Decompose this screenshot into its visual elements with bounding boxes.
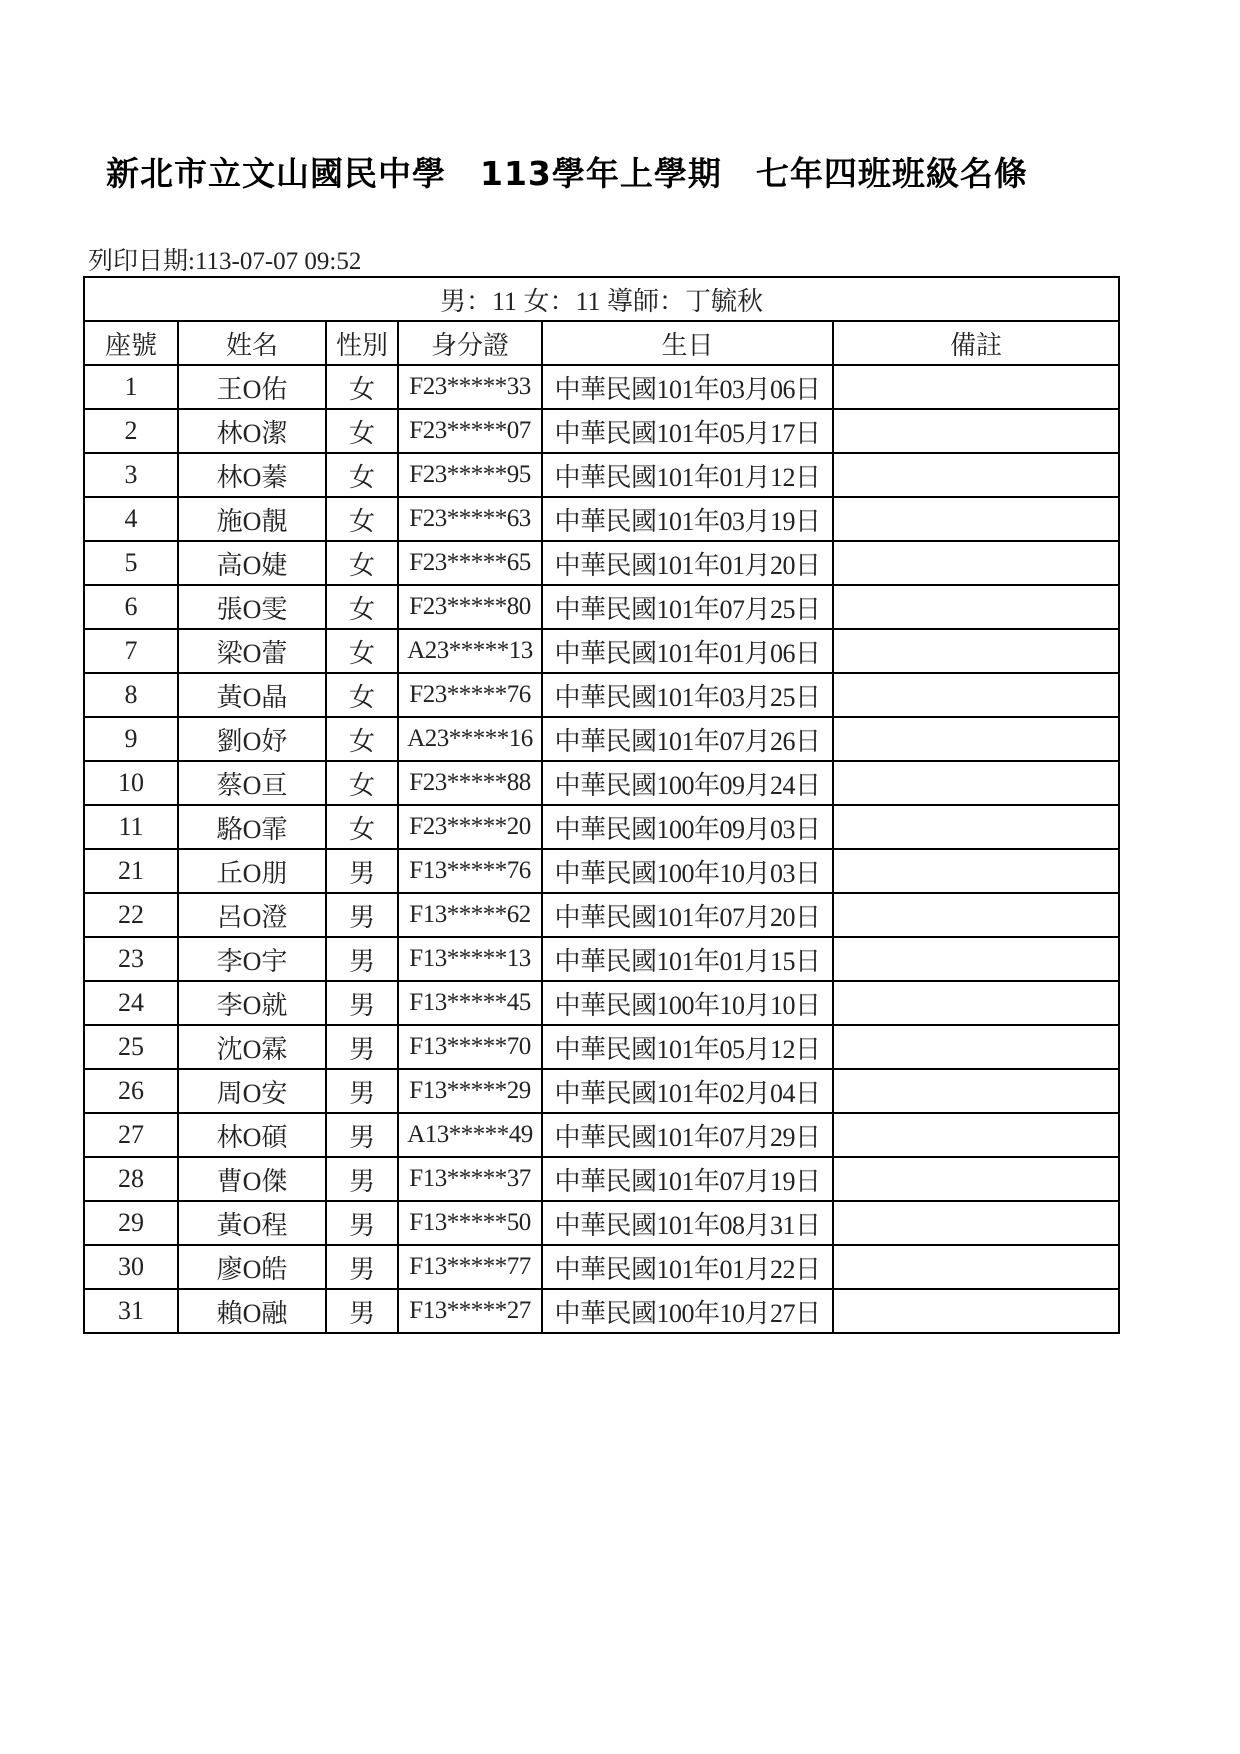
birthday-cell: 中華民國101年05月17日 [542,409,833,453]
name-cell: 黃O晶 [178,673,326,717]
print-date: 列印日期:113-07-07 09:52 [88,248,362,275]
seat-cell: 2 [84,409,178,453]
name-cell: 王O佑 [178,365,326,409]
table-row [84,585,1119,629]
note-cell [833,1245,1119,1289]
id-cell: F23*****76 [398,673,542,717]
sex-cell: 男 [326,1025,398,1069]
id-cell: A13*****49 [398,1113,542,1157]
name-cell: 張O雯 [178,585,326,629]
table-row [84,893,1119,937]
sex-cell: 男 [326,981,398,1025]
header-seat: 座號 [84,321,178,365]
id-cell: F23*****20 [398,805,542,849]
name-cell: 沈O霖 [178,1025,326,1069]
note-cell [833,365,1119,409]
id-cell: A23*****16 [398,717,542,761]
id-cell: F13*****45 [398,981,542,1025]
header-note: 備註 [833,321,1119,365]
id-cell: F23*****07 [398,409,542,453]
birthday-cell: 中華民國101年07月25日 [542,585,833,629]
name-cell: 林O碩 [178,1113,326,1157]
seat-cell: 9 [84,717,178,761]
name-cell: 蔡O亘 [178,761,326,805]
name-cell: 曹O傑 [178,1157,326,1201]
table-row [84,1025,1119,1069]
note-cell [833,1069,1119,1113]
note-cell [833,761,1119,805]
table-row [84,761,1119,805]
table-row [84,541,1119,585]
name-cell: 廖O皓 [178,1245,326,1289]
sex-cell: 女 [326,805,398,849]
birthday-cell: 中華民國101年01月15日 [542,937,833,981]
name-cell: 施O靚 [178,497,326,541]
birthday-cell: 中華民國101年07月19日 [542,1157,833,1201]
sex-cell: 女 [326,629,398,673]
note-cell [833,497,1119,541]
sex-cell: 男 [326,1157,398,1201]
seat-cell: 7 [84,629,178,673]
birthday-cell: 中華民國101年07月29日 [542,1113,833,1157]
birthday-cell: 中華民國101年07月20日 [542,893,833,937]
name-cell: 高O婕 [178,541,326,585]
header-id: 身分證 [398,321,542,365]
seat-cell: 8 [84,673,178,717]
name-cell: 林O潔 [178,409,326,453]
table-row [84,717,1119,761]
name-cell: 梁O蕾 [178,629,326,673]
name-cell: 丘O朋 [178,849,326,893]
header-sex: 性別 [326,321,398,365]
birthday-cell: 中華民國101年01月20日 [542,541,833,585]
table-row [84,1201,1119,1245]
seat-cell: 1 [84,365,178,409]
name-cell: 駱O霏 [178,805,326,849]
class-summary: 男：11 女：11 導師：丁毓秋 [84,277,1119,321]
table-row [84,1245,1119,1289]
birthday-cell: 中華民國101年03月19日 [542,497,833,541]
sex-cell: 男 [326,937,398,981]
birthday-cell: 中華民國101年01月12日 [542,453,833,497]
seat-cell: 22 [84,893,178,937]
table-row [84,365,1119,409]
birthday-cell: 中華民國101年05月12日 [542,1025,833,1069]
birthday-cell: 中華民國101年07月26日 [542,717,833,761]
name-cell: 劉O妤 [178,717,326,761]
birthday-cell: 中華民國101年01月06日 [542,629,833,673]
note-cell [833,541,1119,585]
name-cell: 李O宇 [178,937,326,981]
note-cell [833,673,1119,717]
birthday-cell: 中華民國101年08月31日 [542,1201,833,1245]
roster-body [84,365,1119,1333]
name-cell: 李O就 [178,981,326,1025]
id-cell: F23*****63 [398,497,542,541]
table-row [84,1289,1119,1333]
birthday-cell: 中華民國101年02月04日 [542,1069,833,1113]
table-row [84,629,1119,673]
header-name: 姓名 [178,321,326,365]
note-cell [833,1025,1119,1069]
note-cell [833,849,1119,893]
sex-cell: 女 [326,409,398,453]
table-row [84,849,1119,893]
id-cell: F13*****77 [398,1245,542,1289]
class-roster-table [83,276,1120,1334]
note-cell [833,409,1119,453]
sex-cell: 女 [326,541,398,585]
seat-cell: 28 [84,1157,178,1201]
name-cell: 周O安 [178,1069,326,1113]
sex-cell: 男 [326,893,398,937]
note-cell [833,981,1119,1025]
id-cell: F23*****88 [398,761,542,805]
seat-cell: 10 [84,761,178,805]
seat-cell: 24 [84,981,178,1025]
name-cell: 賴O融 [178,1289,326,1333]
page-title: 新北市立文山國民中學 113學年上學期 七年四班班級名條 [106,154,1028,193]
birthday-cell: 中華民國100年10月03日 [542,849,833,893]
id-cell: F23*****33 [398,365,542,409]
id-cell: F13*****37 [398,1157,542,1201]
sex-cell: 男 [326,1201,398,1245]
table-row [84,497,1119,541]
note-cell [833,453,1119,497]
seat-cell: 11 [84,805,178,849]
sex-cell: 男 [326,1069,398,1113]
sex-cell: 女 [326,497,398,541]
sex-cell: 男 [326,1113,398,1157]
id-cell: F13*****50 [398,1201,542,1245]
birthday-cell: 中華民國101年03月25日 [542,673,833,717]
seat-cell: 31 [84,1289,178,1333]
id-cell: F23*****65 [398,541,542,585]
table-row [84,409,1119,453]
seat-cell: 29 [84,1201,178,1245]
note-cell [833,805,1119,849]
seat-cell: 30 [84,1245,178,1289]
id-cell: F13*****70 [398,1025,542,1069]
id-cell: F23*****80 [398,585,542,629]
header-birthday: 生日 [542,321,833,365]
sex-cell: 女 [326,761,398,805]
id-cell: F13*****76 [398,849,542,893]
note-cell [833,1157,1119,1201]
note-cell [833,1289,1119,1333]
seat-cell: 4 [84,497,178,541]
id-cell: F13*****27 [398,1289,542,1333]
id-cell: F13*****29 [398,1069,542,1113]
seat-cell: 27 [84,1113,178,1157]
sex-cell: 女 [326,717,398,761]
note-cell [833,937,1119,981]
note-cell [833,1113,1119,1157]
id-cell: A23*****13 [398,629,542,673]
seat-cell: 26 [84,1069,178,1113]
table-row [84,805,1119,849]
id-cell: F13*****13 [398,937,542,981]
seat-cell: 23 [84,937,178,981]
table-row [84,1113,1119,1157]
sex-cell: 女 [326,453,398,497]
seat-cell: 5 [84,541,178,585]
birthday-cell: 中華民國100年09月24日 [542,761,833,805]
id-cell: F13*****62 [398,893,542,937]
header-row [84,321,1119,365]
birthday-cell: 中華民國100年10月27日 [542,1289,833,1333]
sex-cell: 女 [326,673,398,717]
note-cell [833,629,1119,673]
birthday-cell: 中華民國100年10月10日 [542,981,833,1025]
seat-cell: 21 [84,849,178,893]
name-cell: 黃O程 [178,1201,326,1245]
birthday-cell: 中華民國101年01月22日 [542,1245,833,1289]
birthday-cell: 中華民國100年09月03日 [542,805,833,849]
seat-cell: 25 [84,1025,178,1069]
sex-cell: 女 [326,585,398,629]
sex-cell: 男 [326,1245,398,1289]
table-row [84,453,1119,497]
table-row [84,1157,1119,1201]
note-cell [833,1201,1119,1245]
sex-cell: 女 [326,365,398,409]
id-cell: F23*****95 [398,453,542,497]
name-cell: 林O蓁 [178,453,326,497]
sex-cell: 男 [326,849,398,893]
note-cell [833,585,1119,629]
name-cell: 呂O澄 [178,893,326,937]
table-row [84,937,1119,981]
summary-row [84,277,1119,321]
sex-cell: 男 [326,1289,398,1333]
note-cell [833,893,1119,937]
table-row [84,673,1119,717]
note-cell [833,717,1119,761]
table-row [84,1069,1119,1113]
seat-cell: 3 [84,453,178,497]
table-row [84,981,1119,1025]
seat-cell: 6 [84,585,178,629]
birthday-cell: 中華民國101年03月06日 [542,365,833,409]
